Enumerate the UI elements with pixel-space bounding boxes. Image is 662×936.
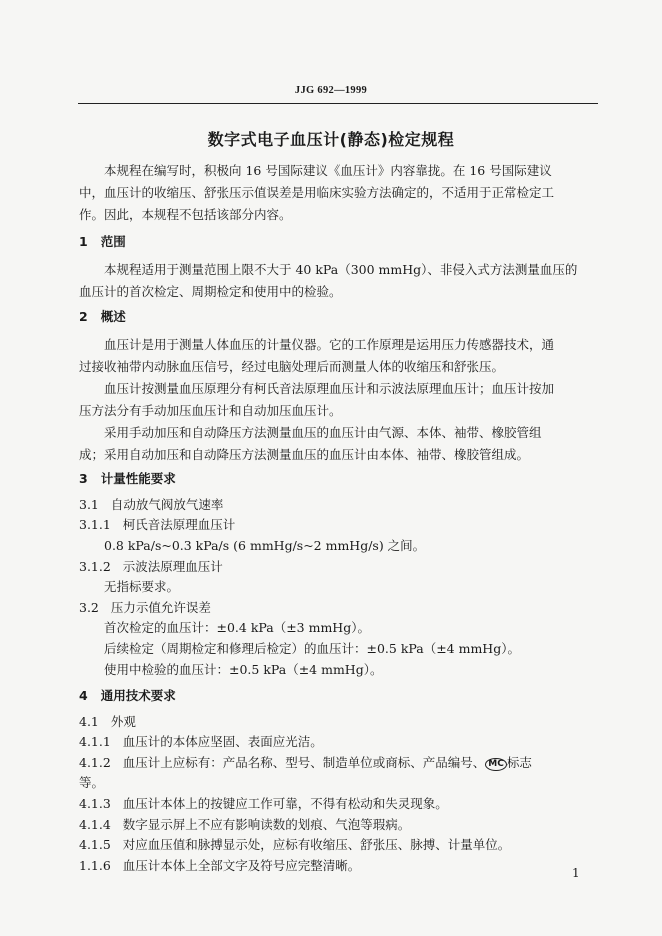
section-number: 3 — [79, 471, 88, 486]
clause-number: 3.1 — [79, 497, 99, 512]
s2-line-1: 血压计是用于测量人体血压的计量仪器。它的工作原理是运用压力传感器技术，通 — [104, 337, 555, 352]
clause-text: 压力示值允许误差 — [110, 600, 211, 615]
clause-text: 对应血压值和脉搏显示处，应标有收缩压、舒张压、脉搏、计量单位。 — [122, 837, 511, 852]
clause-3-1-1 — [79, 517, 235, 533]
intro-line-1: 本规程在编写时，积极向 16 号国际建议《血压计》内容靠拢。在 16 号国际建议 — [104, 163, 552, 178]
standard-code-header: JJG 692—1999 — [294, 85, 368, 96]
clause-3-2-line-3: 使用中检验的血压计：±0.5 kPa（±4 mmHg）。 — [104, 662, 383, 677]
clause-4-1 — [79, 714, 136, 730]
section-title: 通用技术要求 — [100, 688, 176, 703]
section-number: 4 — [79, 688, 88, 703]
clause-text-suffix: 标志 — [506, 755, 532, 770]
clause-number: 3.1.1 — [79, 517, 111, 532]
clause-number: 4.1.4 — [79, 817, 111, 832]
section-title: 范围 — [100, 234, 126, 249]
clause-text: 外观 — [110, 714, 136, 729]
s2-line-6: 成；采用自动加压和自动降压方法测量血压的血压计由本体、袖带、橡胶管组成。 — [79, 447, 530, 462]
s2-line-4: 压方法分有手动加压血压计和自动加压血压计。 — [79, 403, 342, 418]
clause-text: 示波法原理血压计 — [122, 559, 223, 574]
clause-number: 1.1.6 — [79, 858, 111, 873]
clause-number: 3.2 — [79, 600, 99, 615]
clause-text: 血压计上应标有：产品名称、型号、制造单位或商标、产品编号、 — [122, 755, 486, 770]
clause-text: 血压计本体上全部文字及符号应完整清晰。 — [122, 858, 361, 873]
document-title: 数字式电子血压计(静态)检定规程 — [207, 130, 455, 149]
page-number: 1 — [572, 866, 580, 880]
clause-4-1-4 — [79, 817, 410, 833]
clause-4-1-3 — [79, 796, 448, 812]
section-title: 概述 — [100, 309, 126, 324]
clause-4-1-6 — [79, 858, 360, 874]
clause-text: 柯氏音法原理血压计 — [122, 517, 236, 532]
clause-4-1-2-cont: 等。 — [79, 775, 105, 790]
clause-number: 4.1.3 — [79, 796, 111, 811]
clause-text: 数字显示屏上不应有影响读数的划痕、气泡等瑕病。 — [122, 817, 411, 832]
clause-number: 3.1.2 — [79, 559, 111, 574]
s2-line-5: 采用手动加压和自动降压方法测量血压的血压计由气源、本体、袖带、橡胶管组 — [104, 425, 542, 440]
section-title: 计量性能要求 — [100, 471, 176, 486]
section-2-heading — [79, 309, 126, 325]
clause-4-1-2 — [79, 755, 532, 771]
clause-number: 4.1.2 — [79, 755, 111, 770]
section-number: 2 — [79, 309, 88, 324]
header-rule — [78, 103, 598, 104]
clause-text: 血压计的本体应坚固、表面应光洁。 — [122, 734, 323, 749]
clause-number: 4.1 — [79, 714, 99, 729]
clause-3-1 — [79, 497, 223, 513]
section-3-heading — [79, 471, 176, 487]
s1-line-1: 本规程适用于测量范围上限不大于 40 kPa（300 mmHg）、非侵入式方法测量血压的 — [104, 262, 578, 277]
clause-3-2 — [79, 600, 211, 616]
intro-line-2: 中，血压计的收缩压、舒张压示值误差是用临床实验方法确定的，不适用于正常检定工 — [79, 185, 555, 200]
clause-number: 4.1.1 — [79, 734, 111, 749]
clause-3-1-1-body: 0.8 kPa/s~0.3 kPa/s (6 mmHg/s~2 mmHg/s) 之间。 — [104, 538, 426, 553]
mc-mark-icon: MC — [485, 758, 507, 771]
s2-line-2: 过接收袖带内动脉血压信号，经过电脑处理后而测量人体的收缩压和舒张压。 — [79, 359, 505, 374]
clause-4-1-5 — [79, 837, 510, 853]
s2-line-3: 血压计按测量血压原理分有柯氏音法原理血压计和示波法原理血压计；血压计按加 — [104, 381, 555, 396]
clause-4-1-1 — [79, 734, 323, 750]
clause-3-2-line-2: 后续检定（周期检定和修理后检定）的血压计：±0.5 kPa（±4 mmHg）。 — [104, 641, 520, 656]
clause-3-1-2-body: 无指标要求。 — [104, 579, 180, 594]
clause-text: 血压计本体上的按键应工作可靠，不得有松动和失灵现象。 — [122, 796, 448, 811]
clause-number: 4.1.5 — [79, 837, 111, 852]
intro-line-3: 作。因此，本规程不包括该部分内容。 — [79, 207, 292, 222]
section-1-heading — [79, 234, 126, 250]
clause-text: 自动放气阀放气速率 — [110, 497, 224, 512]
section-number: 1 — [79, 234, 88, 249]
clause-3-1-2 — [79, 559, 223, 575]
s1-line-2: 血压计的首次检定、周期检定和使用中的检验。 — [79, 284, 342, 299]
clause-3-2-line-1: 首次检定的血压计：±0.4 kPa（±3 mmHg）。 — [104, 620, 370, 635]
section-4-heading — [79, 688, 176, 704]
